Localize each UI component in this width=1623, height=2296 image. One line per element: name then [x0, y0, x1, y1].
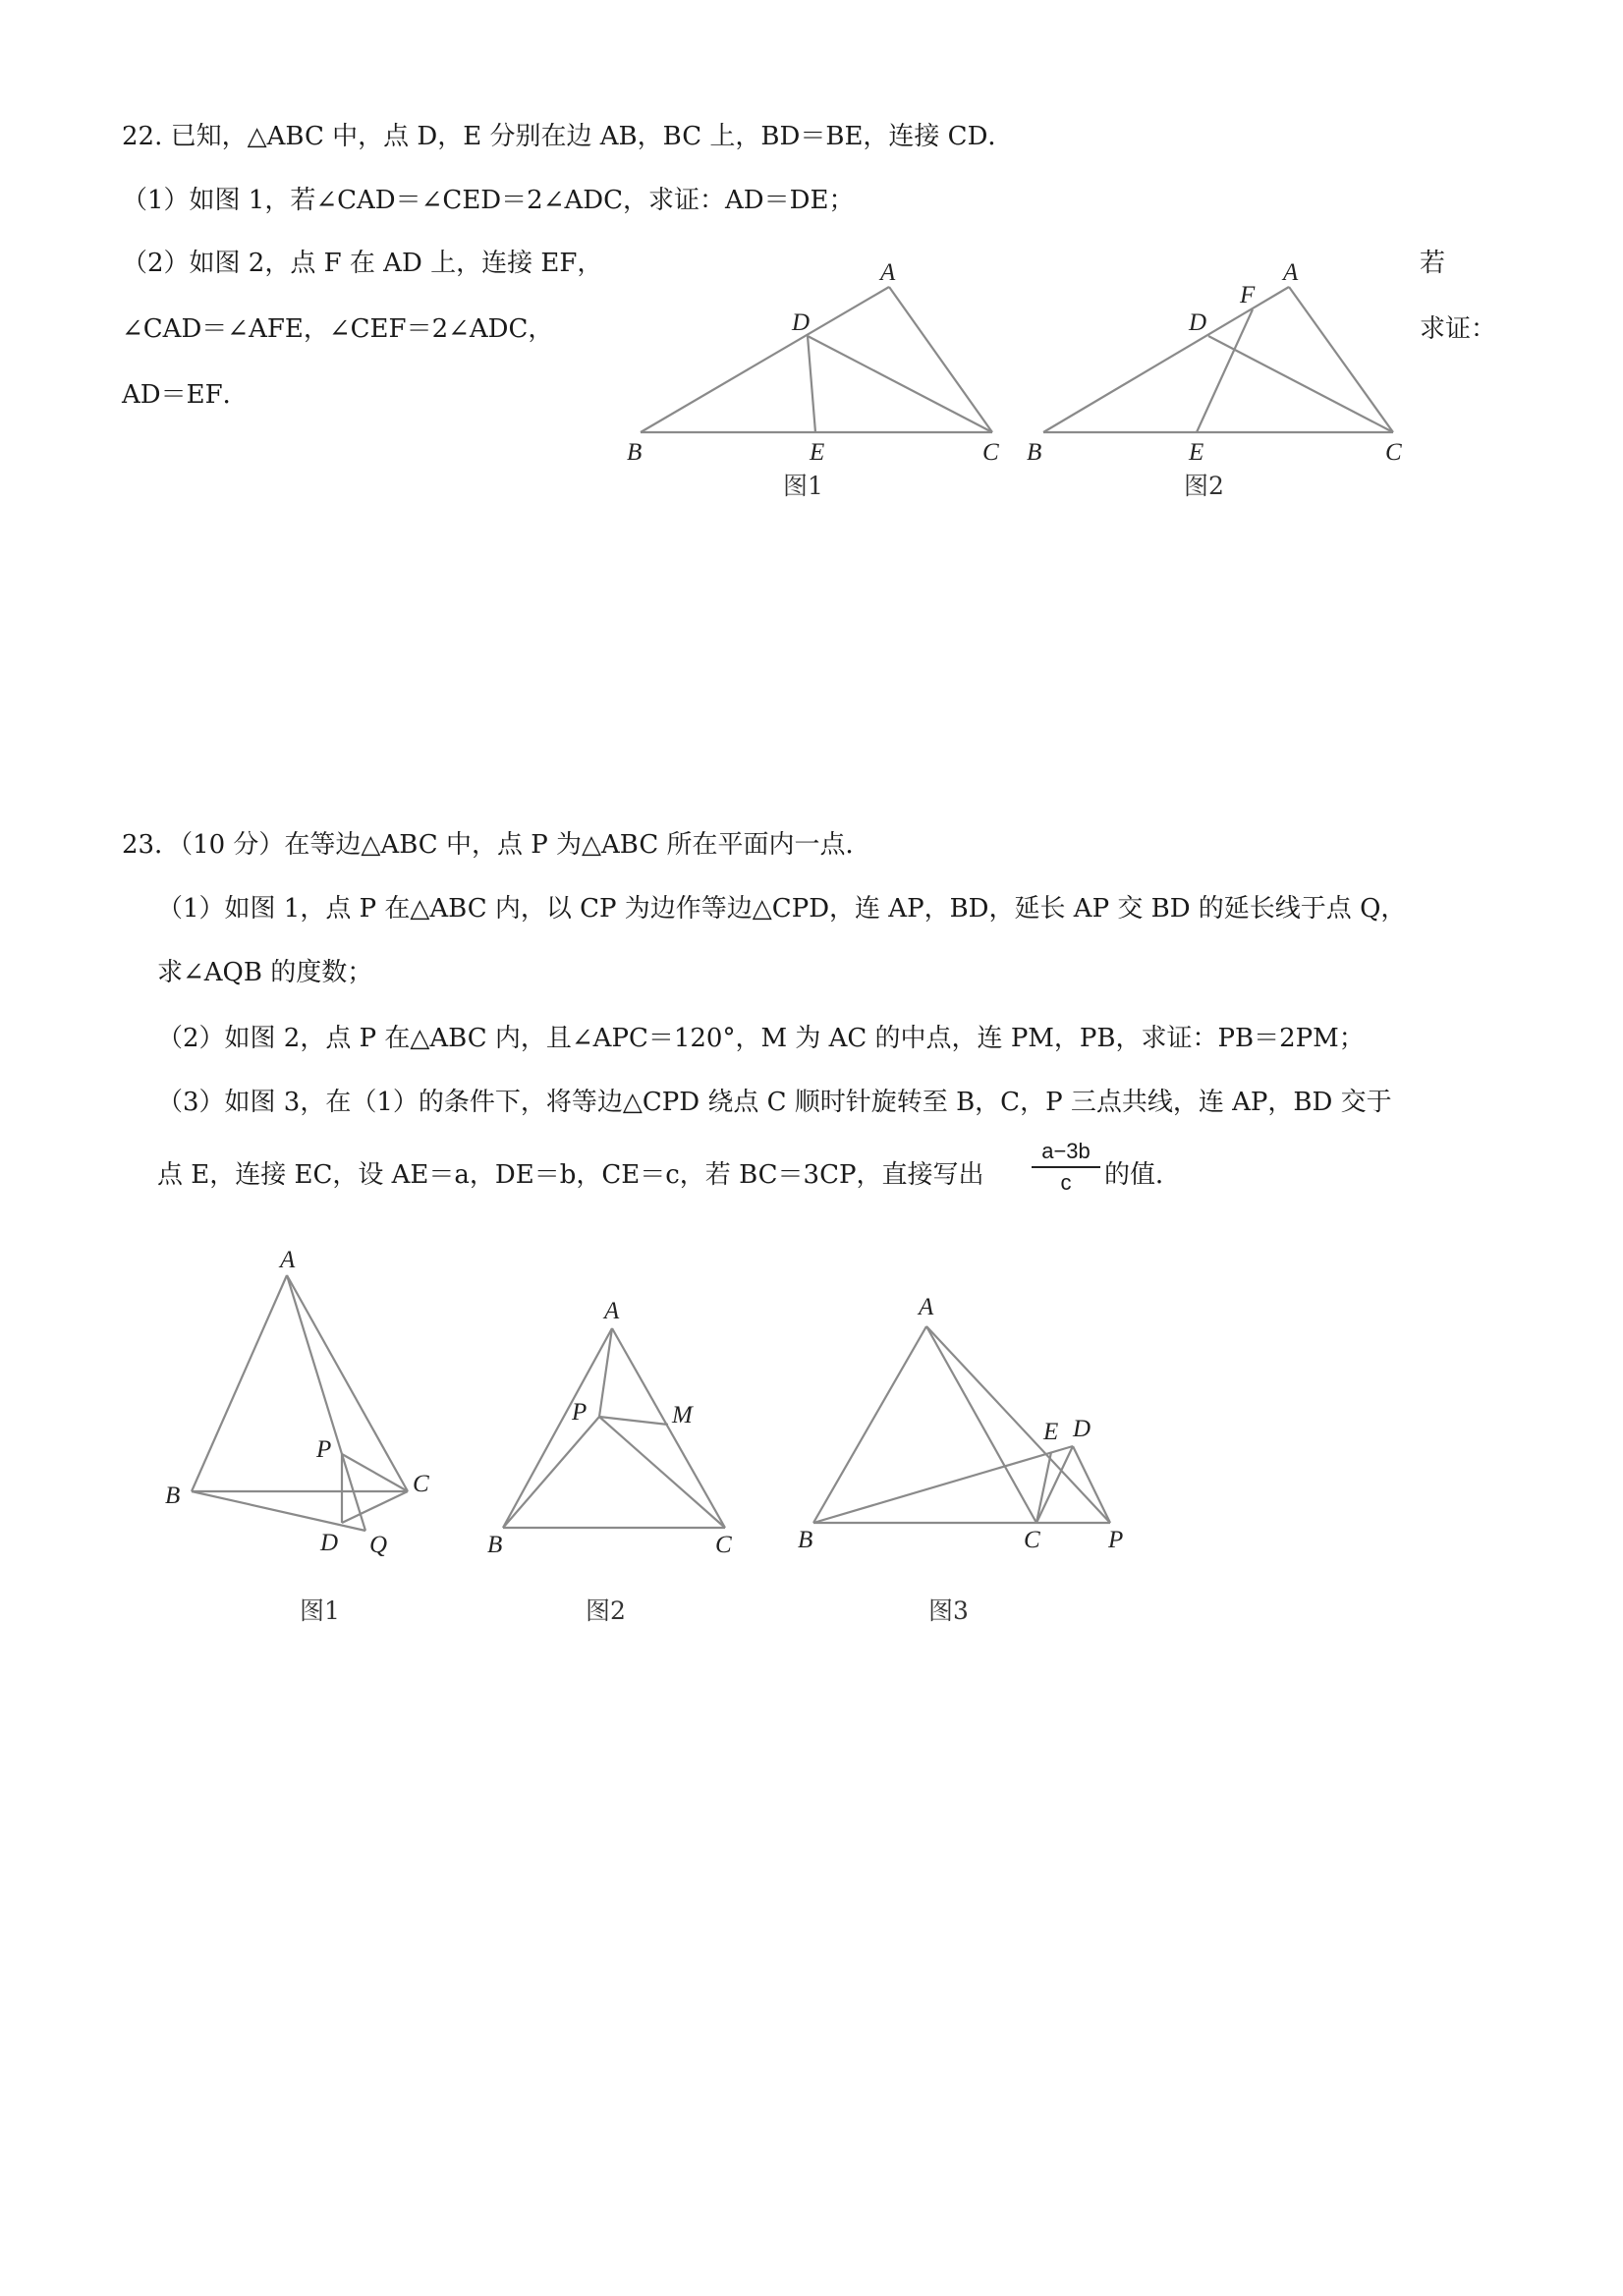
q23-part3-line2-end: 的值． — [1104, 1160, 1182, 1190]
q23-part3-line2: 点 E，连接 EC，设 AE＝a，DE＝b，CE＝c，若 BC＝3CP，直接写出 — [157, 1160, 984, 1190]
q22-fig2-label-a: A — [1283, 259, 1299, 286]
q22-fig1-label-d: D — [792, 309, 811, 336]
q22-fig2-label-e: E — [1189, 439, 1204, 466]
q23-fig1-label-c: C — [413, 1471, 429, 1497]
q22-part2-line3: AD＝EF． — [122, 380, 249, 410]
q23-part2: （2）如图 2，点 P 在△ABC 内，且∠APC＝120°，M 为 AC 的中点，连 PM，PB，求证：PB＝2PM； — [157, 1024, 1365, 1053]
q22-fig1-label-b: B — [627, 439, 643, 466]
q23-fig3-label-a: A — [919, 1294, 934, 1320]
q23-fraction-denominator: c — [1060, 1170, 1072, 1195]
q22-fig2-label-d: D — [1189, 309, 1207, 336]
q22-fig1-label-a: A — [880, 259, 896, 286]
q23-fig2-label-c: C — [715, 1532, 732, 1558]
q22-part2-line1: （2）如图 2，点 F 在 AD 上，连接 EF， — [122, 249, 603, 278]
q23-fig2-label-m: M — [672, 1402, 693, 1428]
q23-fig3-label-d: D — [1073, 1416, 1091, 1442]
q22-part2-right2: 求证： — [1420, 314, 1497, 344]
q23-title: 23．（10 分）在等边△ABC 中，点 P 为△ABC 所在平面内一点． — [122, 830, 871, 860]
q23-fig3-label-b: B — [798, 1527, 813, 1553]
q22-title: 22. 已知，△ABC 中，点 D，E 分别在边 AB，BC 上，BD＝BE，连接 CD． — [122, 122, 1014, 151]
q22-fig2-label-f: F — [1240, 282, 1256, 308]
q23-part1-line2: 求∠AQB 的度数； — [157, 958, 373, 987]
q23-part1-line1: （1）如图 1，点 P 在△ABC 内，以 CP 为边作等边△CPD，连 AP，BD，延长 AP 交 BD 的延长线于点 Q， — [157, 894, 1407, 924]
q23-fig2-label-b: B — [487, 1532, 503, 1558]
q22-fig2-label-b: B — [1027, 439, 1042, 466]
q23-fig3-label-p: P — [1108, 1527, 1124, 1553]
q22-fig2-caption: 图2 — [1184, 472, 1224, 500]
q23-fig2-label-p: P — [572, 1399, 588, 1426]
q23-fig1-label-q: Q — [369, 1532, 388, 1558]
q23-fig2-caption: 图2 — [586, 1596, 626, 1625]
q22-fig1-caption: 图1 — [783, 472, 823, 500]
q23-fig3-caption: 图3 — [928, 1596, 969, 1625]
q23-fig1-label-p: P — [316, 1436, 332, 1463]
q23-part3-line1: （3）如图 3，在（1）的条件下，将等边△CPD 绕点 C 顺时针旋转至 B，C，P 三点共线，连 AP，BD 交于 — [157, 1088, 1392, 1117]
q22-part2-right1: 若 — [1420, 249, 1446, 278]
q23-fig1-label-b: B — [165, 1483, 181, 1509]
q23-fig2-label-a: A — [604, 1298, 620, 1324]
q22-fig2-label-c: C — [1385, 439, 1402, 466]
q23-fraction-numerator: a−3b — [1041, 1139, 1091, 1163]
q23-fig1-caption: 图1 — [300, 1596, 340, 1625]
q23-fig1-label-d: D — [320, 1530, 339, 1556]
q23-fig1-label-a: A — [280, 1247, 296, 1273]
q23-fig3-label-e: E — [1043, 1419, 1059, 1445]
q22-part2-line2: ∠CAD＝∠AFE，∠CEF＝2∠ADC， — [122, 314, 554, 344]
q23-fig3-label-c: C — [1024, 1527, 1040, 1553]
q22-fig1-label-e: E — [810, 439, 825, 466]
q22-fig1-label-c: C — [982, 439, 999, 466]
q22-part1: （1）如图 1，若∠CAD＝∠CED＝2∠ADC，求证：AD＝DE； — [122, 186, 855, 215]
